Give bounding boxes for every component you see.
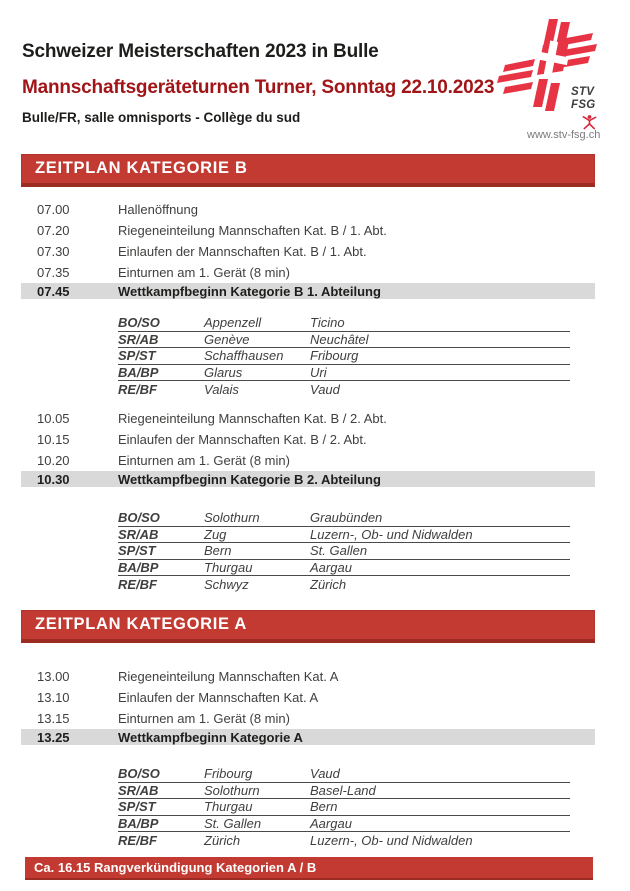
- schedule-activity: Einturnen am 1. Gerät (8 min): [118, 453, 290, 468]
- page-title: Schweizer Meisterschaften 2023 in Bulle: [22, 41, 379, 62]
- table-row: [118, 315, 570, 332]
- team-cell: Vaud: [310, 766, 340, 782]
- team-cell: Bern: [204, 543, 232, 559]
- schedule-time: 13.25: [37, 729, 70, 745]
- apparatus-table-b2: [118, 510, 570, 593]
- schedule-activity: Wettkampfbeginn Kategorie B 1. Abteilung: [118, 283, 381, 299]
- team-cell: Schwyz: [204, 576, 249, 592]
- team-cell: Zug: [204, 526, 227, 542]
- schedule-row: [0, 199, 630, 220]
- team-cell: Zürich: [310, 576, 347, 592]
- apparatus-table-b1: [118, 315, 570, 398]
- apparatus-code: BA/BP: [118, 364, 159, 380]
- schedule-time: 07.00: [37, 202, 70, 217]
- table-row: [118, 783, 570, 800]
- schedule-time: 07.20: [37, 223, 70, 238]
- team-cell: Fribourg: [204, 766, 253, 782]
- schedule-time: 13.15: [37, 711, 70, 726]
- team-cell: St. Gallen: [310, 543, 368, 559]
- schedule-row: [0, 450, 630, 471]
- table-row: [118, 348, 570, 365]
- table-row: [118, 332, 570, 349]
- team-cell: Luzern-, Ob- und Nidwalden: [310, 832, 473, 848]
- team-cell: Luzern-, Ob- und Nidwalden: [310, 526, 473, 542]
- apparatus-code: SR/AB: [118, 331, 159, 347]
- table-row: [118, 576, 570, 593]
- section-header-kategorie-a: ZEITPLAN KATEGORIE A: [21, 610, 595, 643]
- schedule-time: 07.45: [37, 283, 70, 299]
- schedule-time: 10.30: [37, 471, 70, 487]
- page-subtitle: Mannschaftsgeräteturnen Turner, Sonntag 22.10.2023: [22, 77, 495, 98]
- apparatus-code: BO/SO: [118, 315, 160, 331]
- apparatus-code: RE/BF: [118, 576, 157, 592]
- team-cell: Zürich: [204, 832, 241, 848]
- apparatus-code: RE/BF: [118, 832, 157, 848]
- apparatus-code: SR/AB: [118, 526, 159, 542]
- apparatus-table-a: [118, 766, 570, 849]
- gymnast-icon: [580, 114, 599, 130]
- team-cell: Vaud: [310, 381, 340, 397]
- schedule-row: [0, 687, 630, 708]
- schedule-row-highlighted: [21, 729, 595, 745]
- schedule-activity: Riegeneinteilung Mannschaften Kat. A: [118, 669, 339, 684]
- apparatus-code: BA/BP: [118, 559, 159, 575]
- apparatus-code: SR/AB: [118, 782, 159, 798]
- venue-line: Bulle/FR, salle omnisports - Collège du sud: [22, 110, 301, 125]
- team-cell: Aargau: [310, 559, 352, 575]
- schedule-row: [0, 708, 630, 729]
- apparatus-code: BA/BP: [118, 815, 159, 831]
- table-row: [118, 799, 570, 816]
- schedule-activity: Einlaufen der Mannschaften Kat. A: [118, 690, 319, 705]
- table-row: [118, 832, 570, 849]
- schedule-row-highlighted: [21, 471, 595, 487]
- team-cell: Graubünden: [310, 510, 383, 526]
- apparatus-code: BO/SO: [118, 766, 160, 782]
- schedule-time: 13.10: [37, 690, 70, 705]
- apparatus-code: SP/ST: [118, 799, 156, 815]
- schedule-activity: Riegeneinteilung Mannschaften Kat. B / 1. Abt.: [118, 223, 387, 238]
- team-cell: Schaffhausen: [204, 348, 284, 364]
- team-cell: Fribourg: [310, 348, 359, 364]
- team-cell: Glarus: [204, 364, 243, 380]
- table-row: [118, 365, 570, 382]
- logo-text-stv: STV: [571, 86, 595, 98]
- team-cell: Appenzell: [204, 315, 262, 331]
- footer-banner: Ca. 16.15 Rangverkündigung Kategorien A / B: [25, 857, 593, 880]
- schedule-time: 13.00: [37, 669, 70, 684]
- schedule-time: 07.30: [37, 244, 70, 259]
- schedule-activity: Hallenöffnung: [118, 202, 198, 217]
- schedule-activity: Einturnen am 1. Gerät (8 min): [118, 711, 290, 726]
- logo-text-fsg: FSG: [571, 98, 596, 111]
- schedule-row-highlighted: [21, 283, 595, 299]
- schedule-time: 10.15: [37, 432, 70, 447]
- schedule-activity: Wettkampfbeginn Kategorie B 2. Abteilung: [118, 471, 381, 487]
- team-cell: Ticino: [310, 315, 345, 331]
- team-cell: Solothurn: [204, 782, 260, 798]
- schedule-activity: Riegeneinteilung Mannschaften Kat. B / 2. Abt.: [118, 411, 387, 426]
- schedule-row: [0, 262, 630, 283]
- team-cell: St. Gallen: [204, 815, 262, 831]
- table-row: [118, 510, 570, 527]
- schedule-activity: Einturnen am 1. Gerät (8 min): [118, 265, 290, 280]
- table-row: [118, 543, 570, 560]
- schedule-row: [0, 220, 630, 241]
- schedule-activity: Wettkampfbeginn Kategorie A: [118, 729, 303, 745]
- apparatus-code: BO/SO: [118, 510, 160, 526]
- apparatus-code: SP/ST: [118, 348, 156, 364]
- schedule-block-a: [0, 666, 630, 745]
- schedule-time: 10.05: [37, 411, 70, 426]
- schedule-time: 10.20: [37, 453, 70, 468]
- team-cell: Aargau: [310, 815, 352, 831]
- team-cell: Thurgau: [204, 799, 253, 815]
- team-cell: Solothurn: [204, 510, 260, 526]
- apparatus-code: RE/BF: [118, 381, 157, 397]
- schedule-block-b2: [0, 408, 630, 487]
- table-row: [118, 381, 570, 398]
- website-url: www.stv-fsg.ch: [527, 129, 601, 141]
- schedule-time: 07.35: [37, 265, 70, 280]
- table-row: [118, 560, 570, 577]
- schedule-block-b1: [0, 199, 630, 299]
- table-row: [118, 527, 570, 544]
- team-cell: Thurgau: [204, 559, 253, 575]
- schedule-activity: Einlaufen der Mannschaften Kat. B / 2. Abt.: [118, 432, 367, 447]
- team-cell: Valais: [204, 381, 239, 397]
- schedule-activity: Einlaufen der Mannschaften Kat. B / 1. Abt.: [118, 244, 367, 259]
- team-cell: Uri: [310, 364, 327, 380]
- schedule-row: [0, 241, 630, 262]
- logo-text: [571, 86, 596, 111]
- schedule-row: [0, 666, 630, 687]
- table-row: [118, 766, 570, 783]
- schedule-row: [0, 429, 630, 450]
- team-cell: Basel-Land: [310, 782, 376, 798]
- table-row: [118, 816, 570, 833]
- apparatus-code: SP/ST: [118, 543, 156, 559]
- team-cell: Bern: [310, 799, 338, 815]
- section-header-kategorie-b: ZEITPLAN KATEGORIE B: [21, 154, 595, 187]
- schedule-row: [0, 408, 630, 429]
- team-cell: Genève: [204, 331, 250, 347]
- team-cell: Neuchâtel: [310, 331, 369, 347]
